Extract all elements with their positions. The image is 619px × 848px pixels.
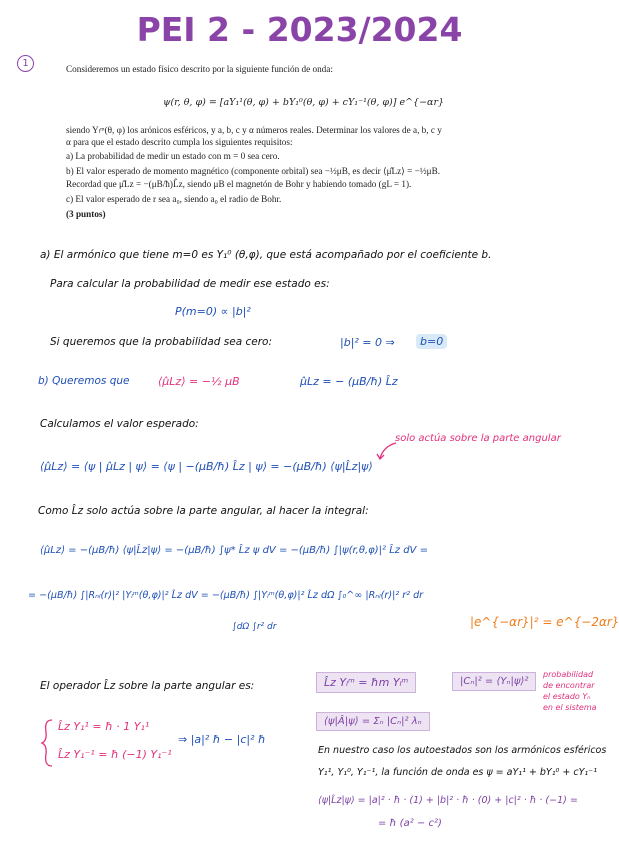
question-number-badge: 1: [17, 55, 34, 72]
note-a-probability: P(m=0) ∝ |b|²: [175, 305, 251, 318]
note-orange-exponential: |e^{−αr}|² = e^{−2αr}: [470, 615, 619, 629]
note-b-target: ⟨μ̂Lz⟩ = −½ μB: [158, 375, 240, 388]
note-arrow-result: ⇒ |a|² ħ − |c|² ħ: [178, 733, 266, 746]
note-b-line-2: Calculamos el valor esperado:: [40, 418, 199, 430]
note-case-line-1: En nuestro caso los autoestados son los armónicos esféricos: [318, 745, 607, 756]
box-probability: |Cₙ|² = ⟨Yₙ|ψ⟩²: [452, 672, 536, 691]
note-pink-probability-1: probabilidad: [543, 670, 594, 679]
note-case-line-2: Y₁¹, Y₁⁰, Y₁⁻¹, la función de onda es ψ = aY₁¹ + bY₁⁰ + cY₁⁻¹: [318, 767, 598, 778]
statement-item-c: c) El valor esperado de r sea a₀, siendo a₀ el radio de Bohr.: [66, 194, 282, 204]
note-pink-probability-3: el estado Yₙ: [543, 692, 591, 701]
statement-item-b-1: b) El valor esperado de momento magnético (componente orbital) sea −½μB, es decir ⟨μ̂Lz⟩ = −½μB.: [66, 166, 441, 176]
note-operator-line: El operador L̂z sobre la parte angular es:: [40, 680, 255, 692]
note-a-line-3: Si queremos que la probabilidad sea cero:: [50, 336, 272, 348]
note-b-equation-2: ⟨μ̂Lz⟩ = −(μB/ħ) ⟨ψ|L̂z|ψ⟩ = −(μB/ħ) ∫ψ* L̂z ψ dV = −(μB/ħ) ∫|ψ(r,θ,φ)|² L̂z dV =: [40, 545, 428, 556]
statement-item-a: a) La probabilidad de medir un estado con m = 0 sea cero.: [66, 151, 280, 161]
note-b-volume-element: ∫dΩ ∫r² dr: [232, 622, 277, 632]
page-title: PEI 2 - 2023/2024: [136, 10, 463, 49]
note-a-line-1: a) El armónico que tiene m=0 es Y₁⁰ (θ,φ), que está acompañado por el coeficiente b.: [40, 249, 492, 261]
note-final-equation-2: = ħ (a² − c²): [378, 818, 442, 829]
pink-arrow-icon: [376, 440, 398, 462]
note-a-condition: |b|² = 0 ⇒: [340, 336, 395, 349]
statement-intro: Consideremos un estado físico descrito por la siguiente función de onda:: [66, 64, 333, 74]
note-final-equation-1: ⟨ψ|L̂z|ψ⟩ = |a|² · ħ · (1) + |b|² · ħ · (0) + |c|² · ħ · (−1) =: [318, 795, 578, 806]
note-pink-eigen-minus: L̂z Y₁⁻¹ = ħ (−1) Y₁⁻¹: [58, 748, 172, 761]
statement-item-b-2: Recordad que μ̂Lz = −(μB/ħ)L̂z, siendo μB el magnetón de Bohr y habiendo tomado (gL = 1).: [66, 179, 412, 189]
note-pink-probability-4: en el sistema: [543, 703, 597, 712]
box-expectation-sum: ⟨ψ|Â|ψ⟩ = Σₙ |Cₙ|² λₙ: [316, 712, 430, 731]
note-b-equation-1: ⟨μ̂Lz⟩ = ⟨ψ | μ̂Lz | ψ⟩ = ⟨ψ | −(μB/ħ) L̂z | ψ⟩ = −(μB/ħ) ⟨ψ|L̂z|ψ⟩: [40, 460, 373, 473]
note-a-result-highlight: b=0: [416, 334, 447, 349]
note-pink-eigen-plus: L̂z Y₁¹ = ħ · 1 Y₁¹: [58, 720, 150, 733]
note-pink-probability-2: de encontrar: [543, 681, 595, 690]
note-b-operator: μ̂Lz = − (μB/ħ) L̂z: [300, 375, 398, 388]
left-brace-icon: [40, 718, 54, 768]
statement-paragraph-1: siendo Yₗᵐ(θ, φ) los arónicos esféricos, y a, b, c y α números reales. Determinar los valores de a, b, c y: [66, 125, 442, 135]
statement-paragraph-2: α para que el estado descrito cumpla los siguientes requisitos:: [66, 137, 293, 147]
note-b-line-3: Como L̂z solo actúa sobre la parte angular, al hacer la integral:: [38, 505, 369, 517]
note-a-line-2: Para calcular la probabilidad de medir ese estado es:: [50, 278, 330, 290]
box-eigen-equation: L̂z Yₗᵐ = ħm Yₗᵐ: [316, 672, 416, 693]
note-pink-angular: solo actúa sobre la parte angular: [395, 433, 561, 444]
wavefunction-formula: ψ(r, θ, φ) = [aY₁¹(θ, φ) + bY₁⁰(θ, φ) + cY₁⁻¹(θ, φ)] e^{−αr}: [163, 97, 445, 108]
statement-points: (3 puntos): [66, 209, 106, 219]
note-b-label: b) Queremos que: [38, 375, 130, 387]
note-b-equation-3: = −(μB/ħ) ∫|Rₙₗ(r)|² |Yₗᵐ(θ,φ)|² L̂z dV = −(μB/ħ) ∫|Yₗᵐ(θ,φ)|² L̂z dΩ ∫₀^∞ |Rₙₗ(r)|² r² dr: [28, 590, 424, 601]
